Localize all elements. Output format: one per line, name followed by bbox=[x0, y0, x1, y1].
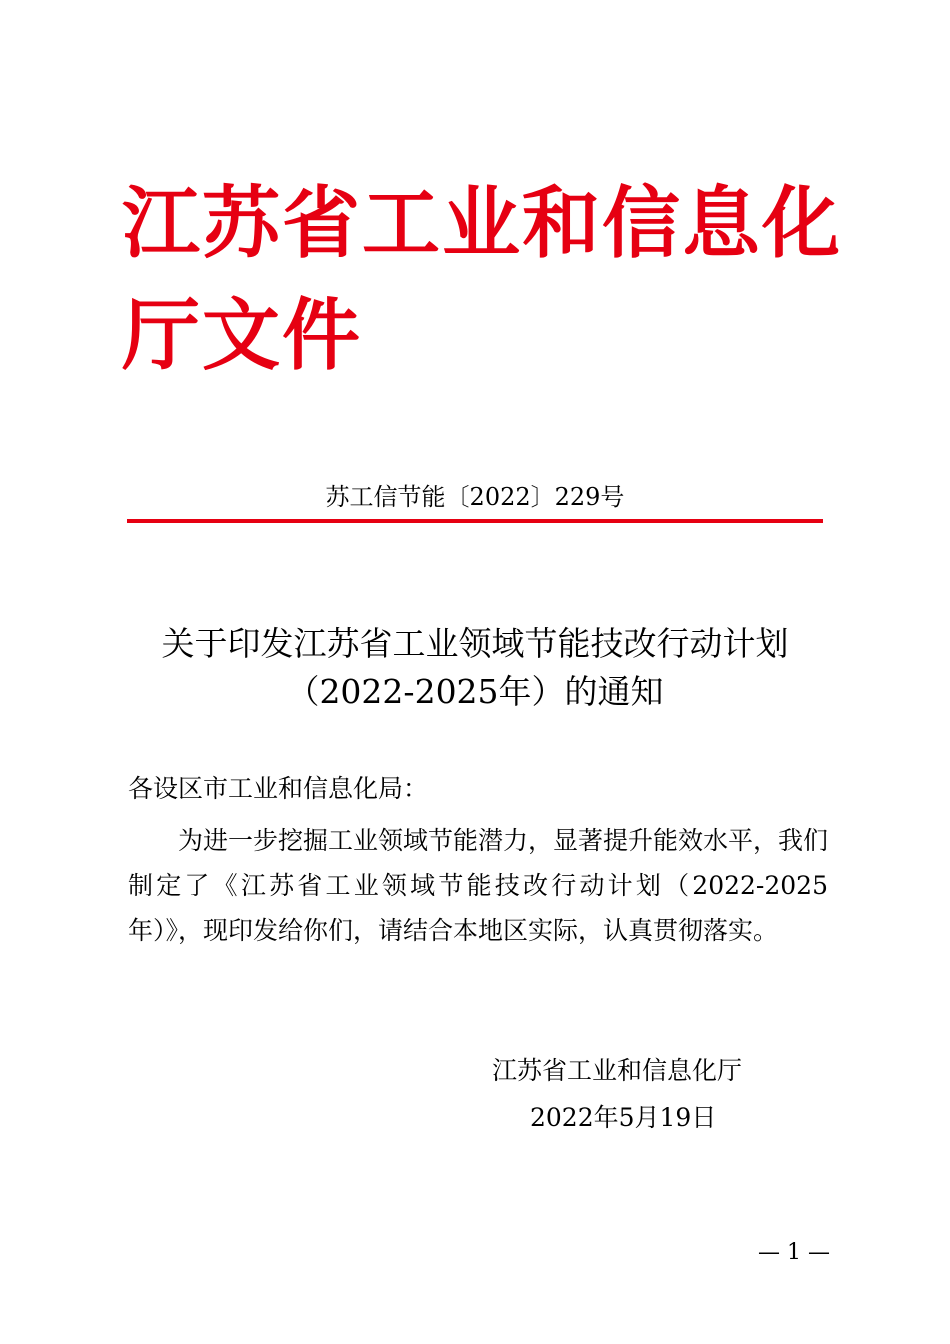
body-paragraph: 为进一步挖掘工业领域节能潜力，显著提升能效水平，我们制定了《江苏省工业领域节能技改行动计划（2022-2025年）》，现印发给你们，请结合本地区实际，认真贯彻落实。 bbox=[128, 826, 829, 945]
masthead-title: 江苏省工业和信息化厅文件 bbox=[122, 179, 843, 381]
recipient-line: 各设区市工业和信息化局： bbox=[128, 774, 429, 803]
red-divider-line bbox=[127, 519, 823, 523]
notice-title-line-2: （2022-2025年）的通知 bbox=[286, 672, 664, 711]
document-number: 苏工信节能〔2022〕229号 bbox=[325, 483, 625, 511]
notice-title bbox=[100, 620, 850, 716]
issue-date: 2022年5月19日 bbox=[530, 1103, 717, 1132]
notice-title-line-1: 关于印发江苏省工业领域节能技改行动计划 bbox=[161, 624, 789, 663]
page-number: — 1 — bbox=[758, 1240, 830, 1265]
issuer-signature: 江苏省工业和信息化厅 bbox=[492, 1056, 743, 1085]
